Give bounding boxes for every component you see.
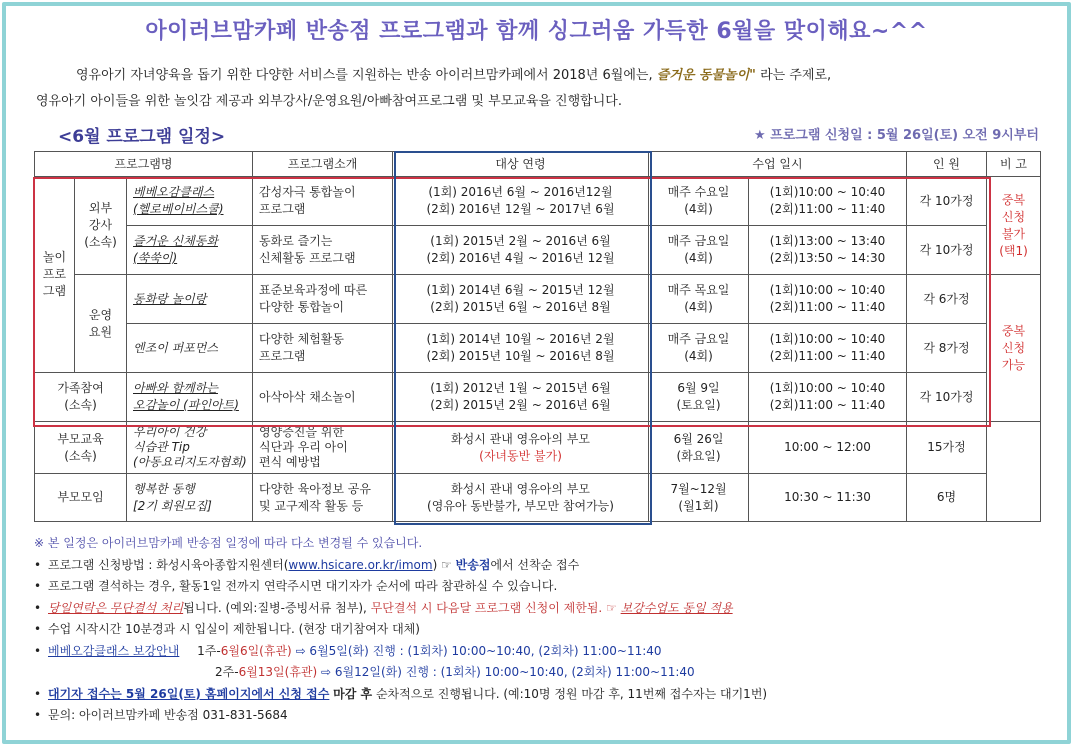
class-day: 매주 금요일 (4회) [649,324,749,373]
people-count: 각 10가정 [907,226,987,275]
class-day: 매주 목요일 (4회) [649,275,749,324]
target-age: (1회) 2014년 6월 ~ 2015년 12월 (2회) 2015년 6월 ~ 2016년 8월 [393,275,649,324]
intro-theme: 즐거운 동물놀이" [656,68,756,83]
target-age-note: (자녀동반 불가) [479,448,562,463]
group-parent-edu: 부모교육 (소속) [35,422,127,474]
target-age: (1회) 2012년 1월 ~ 2015년 6월 (2회) 2015년 2월 ~ 2016년 6월 [393,373,649,422]
class-time: (1회)10:00 ~ 10:40 (2회)11:00 ~ 11:40 [749,373,907,422]
intro-text [36,63,1046,115]
class-time: (1회)13:00 ~ 13:40 (2회)13:50 ~ 14:30 [749,226,907,275]
class-day: 매주 수요일 (4회) [649,177,749,226]
header-time: 수업 일시 [649,152,907,177]
class-time: (1회)10:00 ~ 10:40 (2회)11:00 ~ 11:40 [749,275,907,324]
program-intro: 표준보육과정에 따른 다양한 통합놀이 [253,275,393,324]
note-makeup-2: 2주-6월13일(휴관) ⇨ 6월12일(화) 진행 : (1회차) 10:00~10:40, (2회차) 11:00~11:40 [215,665,695,679]
target-age: (1회) 2015년 2월 ~ 2016년 6월 (2회) 2016년 4월 ~ 2016년 12월 [393,226,649,275]
group-staff: 운영 요원 [75,275,127,373]
class-time: 10:00 ~ 12:00 [749,422,907,474]
people-count: 각 6가정 [907,275,987,324]
program-name: 행복한 동행 [2기 회원모집] [127,474,253,522]
table-row [35,275,1041,324]
target-age: 화성시 관내 영유아의 부모 (영유아 동반불가, 부모만 참여가능) [393,474,649,522]
group-family: 가족참여 (소속) [35,373,127,422]
program-intro: 감성자극 통합놀이 프로그램 [253,177,393,226]
table-header-row [35,152,1041,177]
table-row [35,373,1041,422]
intro-line2: 영유아기 아이들을 위한 놀잇감 제공과 외부강사/운영요원/아빠참여프로그램 및 부모교육을 진행합니다. [36,94,622,109]
target-age: (1회) 2016년 6월 ~ 2016년12월 (2회) 2016년 12월 ~ 2017년 6월 [393,177,649,226]
program-name: 아빠와 함께하는 오감놀이 (파인아트) [127,373,253,422]
people-count: 15가정 [907,422,987,474]
class-time: (1회)10:00 ~ 10:40 (2회)11:00 ~ 11:40 [749,177,907,226]
header-intro: 프로그램소개 [253,152,393,177]
people-count: 각 10가정 [907,373,987,422]
notes-section [34,533,1044,727]
table-row [35,324,1041,373]
center-link[interactable]: www.hsicare.or.kr/imom [288,557,433,572]
group-external: 외부 강사 (소속) [75,177,127,275]
note-absence: • 프로그램 결석하는 경우, 활동1일 전까지 연락주시면 대기자가 순서에 따라 참관하실 수 있습니다. [34,579,558,593]
note-apply-method: • 프로그램 신청방법 : 화성시육아종합지원센터(www.hsicare.or.kr/imom) ☞ 반송점에서 선착순 접수 [34,557,580,572]
target-age: 화성시 관내 영유아의 부모 [451,431,590,446]
class-day: 6월 26일 (화요일) [649,422,749,474]
remark-empty [987,422,1041,522]
program-name: 즐거운 신체동화 (쑥쑥이) [127,226,253,275]
target-age-cell [393,422,649,474]
program-name: 동화랑 놀이랑 [127,275,253,324]
group-parent-meet: 부모모임 [35,474,127,522]
program-intro: 아삭아삭 채소놀이 [253,373,393,422]
class-time: (1회)10:00 ~ 10:40 (2회)11:00 ~ 11:40 [749,324,907,373]
header-age: 대상 연령 [393,152,649,177]
program-name: 엔조이 퍼포먼스 [127,324,253,373]
program-name: 베베오감클래스 (헬로베이비스쿨) [127,177,253,226]
table-row [35,422,1041,474]
program-intro: 동화로 즐기는 신체활동 프로그램 [253,226,393,275]
people-count: 6명 [907,474,987,522]
remark-duplicate-ok: 중복 신청 가능 [987,275,1041,422]
table-row [35,177,1041,226]
apply-date: ★ 프로그램 신청일 : 5월 26일(토) 오전 9시부터 [754,128,1039,143]
program-intro: 다양한 육아정보 공유 및 교구제작 활동 등 [253,474,393,522]
note-makeup-1: • 베베오감클래스 보강안내 1주-6월6일(휴관) ⇨ 6월5일(화) 진행 : (1회차) 10:00~10:40, (2회차) 11:00~11:40 [34,643,662,658]
program-name: 우리아이 건강 식습관 Tip (아동요리지도자협회) [127,422,253,474]
intro-line1-pre: 영유아기 자녀양육을 돕기 위한 다양한 서비스를 지원하는 반송 아이러브맘카페에서 2018년 6월에는, [76,68,653,83]
table-row [35,226,1041,275]
program-intro: 다양한 체험활동 프로그램 [253,324,393,373]
header-remark: 비 고 [987,152,1041,177]
target-age: (1회) 2014년 10월 ~ 2016년 2월 (2회) 2015년 10월 ~ 2016년 8월 [393,324,649,373]
header-people: 인 원 [907,152,987,177]
page-title: 아이러브맘카페 반송점 프로그램과 함께 싱그러움 가득한 6월을 맞이해요~^^ [145,19,928,44]
remark-no-duplicate: 중복 신청 불가 (택1) [987,177,1041,275]
note-change: ※ 본 일정은 아이러브맘카페 반송점 일정에 따라 다소 변경될 수 있습니다. [34,536,423,550]
group-play: 놀이 프로 그램 [35,177,75,373]
class-day: 매주 금요일 (4회) [649,226,749,275]
intro-line1-post: 라는 주제로, [760,68,832,83]
note-no-show: • 당일연락은 무단결석 처리됩니다. (예외:질병-증빙서류 첨부), 무단결석 시 다음달 프로그램 신청이 제한됨. ☞ 보강수업도 동일 적용 [34,600,733,615]
people-count: 각 8가정 [907,324,987,373]
schedule-title: <6월 프로그램 일정> [58,127,226,147]
header-program: 프로그램명 [35,152,253,177]
note-contact: • 문의: 아이러브맘카페 반송점 031-831-5684 [34,708,288,722]
program-intro: 영양증진을 위한 식단과 우리 아이 편식 예방법 [253,422,393,474]
class-time: 10:30 ~ 11:30 [749,474,907,522]
table-row [35,474,1041,522]
note-late-entry: • 수업 시작시간 10분경과 시 입실이 제한됩니다. (현장 대기참여자 대체) [34,622,420,636]
class-day: 6월 9일 (토요일) [649,373,749,422]
class-day: 7월~12월 (월1회) [649,474,749,522]
people-count: 각 10가정 [907,177,987,226]
note-waitlist: • 대기자 접수는 5월 26일(토) 홈페이지에서 신청 접수 마감 후 순차적으로 진행됩니다. (예:10명 정원 마감 후, 11번째 접수자는 대기1번) [34,686,768,701]
schedule-table [34,151,1041,522]
